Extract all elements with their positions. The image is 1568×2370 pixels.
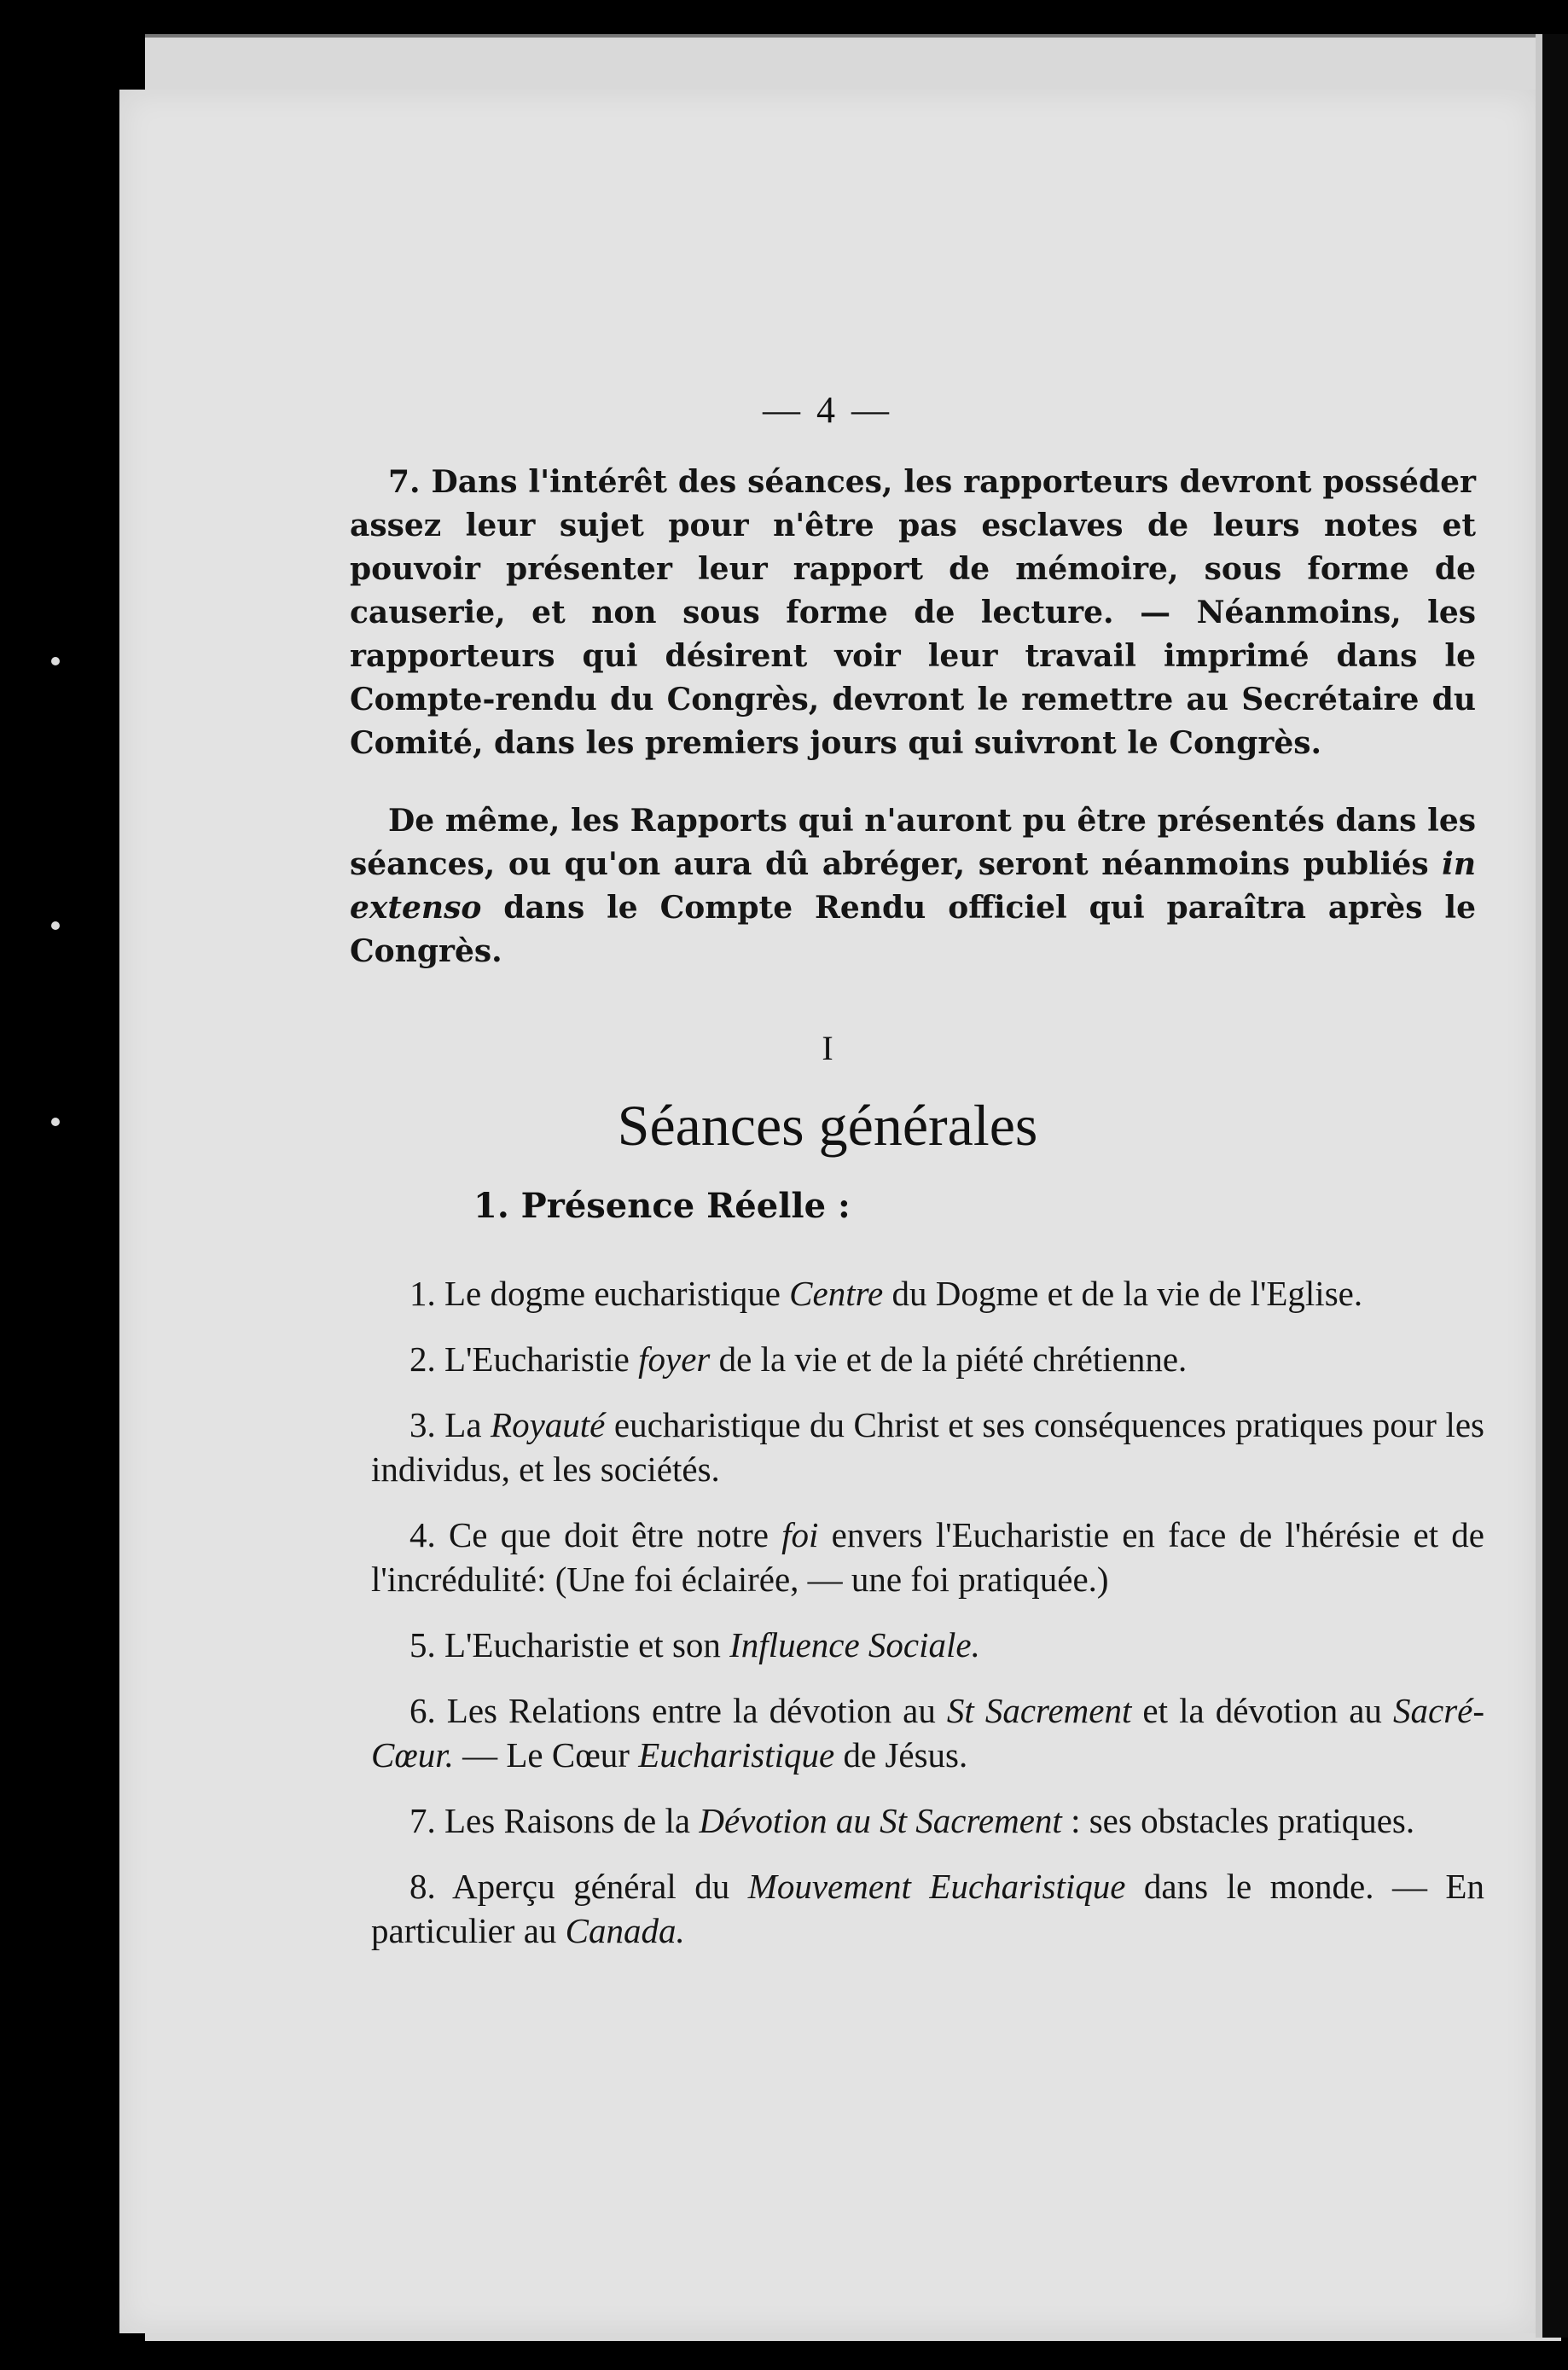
document-page bbox=[119, 90, 1536, 2333]
list-item: 2. L'Eucharistie foyer de la vie et de la piété chrétienne. bbox=[409, 1339, 1188, 1379]
list-item: 8. Aperçu général du Mouvement Eucharistique dans le monde. — En particulier au Canada. bbox=[371, 1867, 1484, 1950]
page-number: — 4 — bbox=[763, 389, 892, 431]
list-item: 7. Les Raisons de la Dévotion au St Sacrement : ses obstacles pratiques. bbox=[409, 1801, 1415, 1840]
section-subtitle: 1. Présence Réelle : bbox=[473, 1186, 851, 1226]
list-item: 3. La Royauté eucharistique du Christ et ses conséquences pratiques pour les individus, et les sociétés. bbox=[371, 1405, 1484, 1489]
list-item: 5. L'Eucharistie et son Influence Sociale. bbox=[409, 1625, 980, 1664]
scan-speck bbox=[51, 1118, 60, 1126]
intro-paragraph-2 bbox=[350, 799, 1476, 973]
list-item: 4. Ce que doit être notre foi envers l'Eucharistie en face de l'hérésie et de l'incrédulité: (Une foi éclairée, — une foi pratiquée.) bbox=[371, 1515, 1484, 1599]
scan-speck bbox=[51, 657, 60, 665]
list-item: 1. Le dogme eucharistique Centre du Dogme et de la vie de l'Eglise. bbox=[409, 1274, 1363, 1313]
intro-paragraph-2-end: dans le Compte Rendu officiel qui paraîtra après le Congrès. bbox=[350, 890, 1476, 969]
section-title: Séances générales bbox=[617, 1093, 1038, 1158]
intro-paragraph-2-italic: in extenso bbox=[350, 846, 1476, 926]
list-item: 6. Les Relations entre la dévotion au St Sacrement et la dévotion au Sacré-Cœur. — Le Cœur Eucharistique de Jésus. bbox=[371, 1691, 1485, 1775]
page-edge bbox=[1536, 34, 1568, 2338]
scan-speck bbox=[51, 921, 60, 930]
intro-block bbox=[350, 461, 1476, 973]
section-numeral: I bbox=[822, 1029, 833, 1067]
topic-list bbox=[371, 1271, 1484, 1974]
intro-paragraph-1: 7. Dans l'intérêt des séances, les rapporteurs devront posséder assez leur sujet pour n'être pas esclaves de leurs notes et pouvoir présenter leur rapport de mémoire, sous forme de causerie, et non sous forme de lecture. — Néanmoins, les rapporteurs qui désirent voir leur travail imprimé dans le Compte-rendu du Congrès, devront le remettre au Secrétaire du Comité, dans les premiers jours qui suivront le Congrès. bbox=[350, 464, 1476, 761]
intro-paragraph-2-start: De même, les Rapports qui n'auront pu être présentés dans les séances, ou qu'on aura dû abréger, seront néanmoins publiés bbox=[350, 803, 1476, 882]
